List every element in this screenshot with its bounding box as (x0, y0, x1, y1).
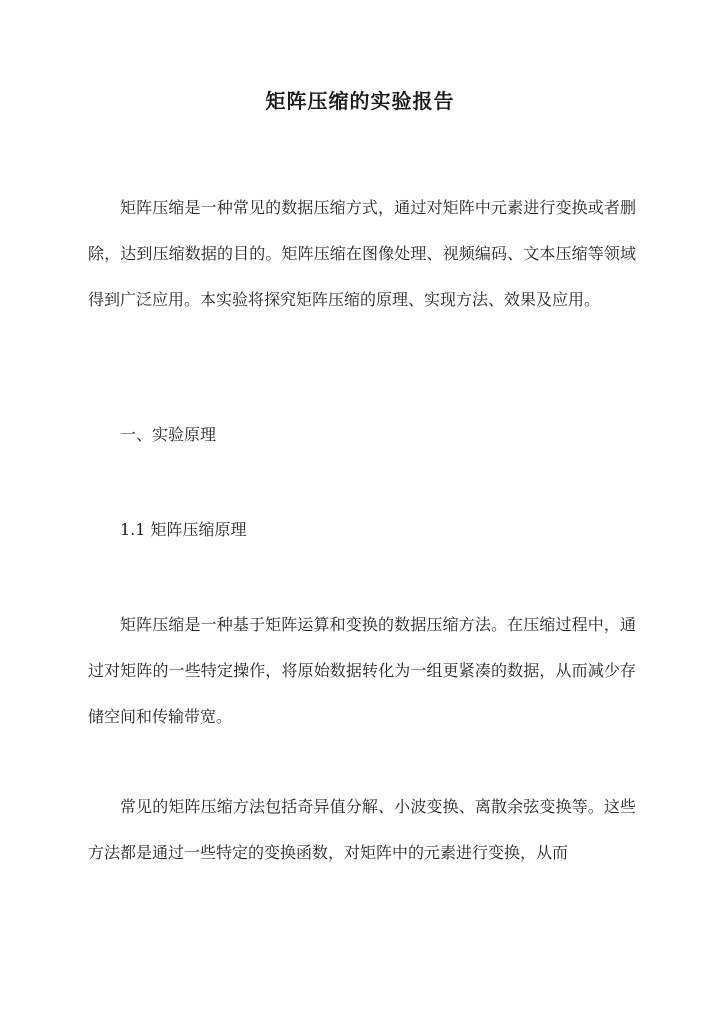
section-heading-principle: 一、实验原理 (120, 425, 217, 444)
document-title: 矩阵压缩的实验报告 (265, 89, 455, 113)
principle-paragraph-1: 矩阵压缩是一种基于矩阵运算和变换的数据压缩方法。在压缩过程中，通过对矩阵的一些特定操作，将原始数据转化为一组更紧凑的数据，从而减少存储空间和传输带宽。 (88, 615, 636, 726)
principle-paragraph-2: 常见的矩阵压缩方法包括奇异值分解、小波变换、离散余弦变换等。这些方法都是通过一些特定的变换函数，对矩阵中的元素进行变换，从而 (88, 797, 636, 862)
subsection-heading-matrix-compression: 1.1 矩阵压缩原理 (120, 520, 247, 539)
intro-paragraph: 矩阵压缩是一种常见的数据压缩方式，通过对矩阵中元素进行变换或者删除，达到压缩数据的目的。矩阵压缩在图像处理、视频编码、文本压缩等领域得到广泛应用。本实验将探究矩阵压缩的原理、实现方法、效果及应用。 (88, 198, 636, 309)
